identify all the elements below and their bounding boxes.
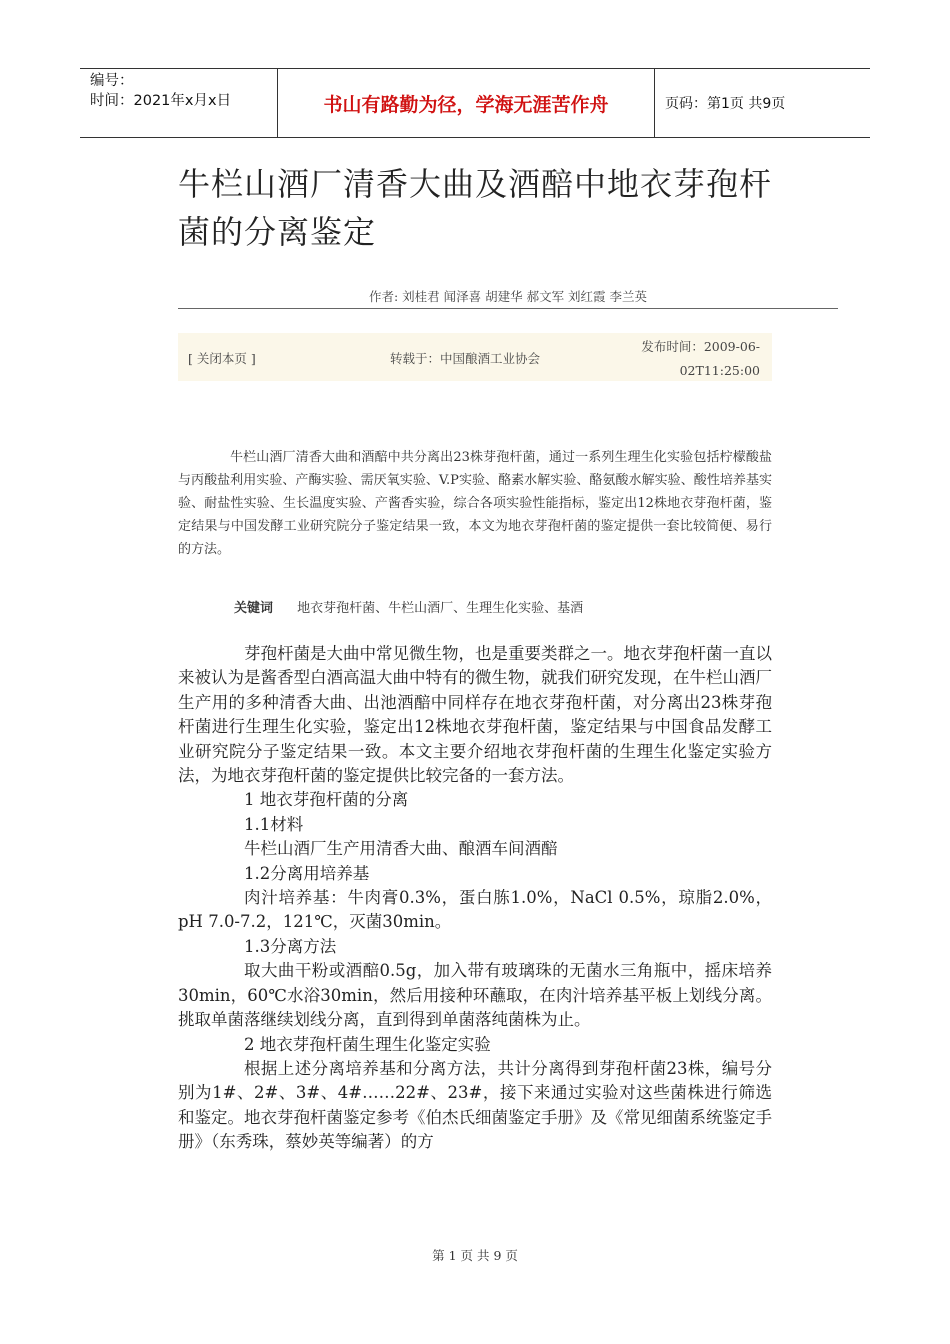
keywords-label: 关键词 [234,601,274,616]
article-title: 牛栏山酒厂清香大曲及酒醅中地衣芽孢杆菌的分离鉴定 [178,165,773,251]
page-footer: 第 1 页 共 9 页 [432,1248,518,1263]
publish-time-line2: 02T11:25:00 [679,363,760,378]
article-body [178,642,772,1155]
article-abstract: 牛栏山酒厂清香大曲和酒醅中共分离出23株芽孢杆菌，通过一系列生理生化实验包括柠檬酸盐与丙酸盐利用实验、产酶实验、需厌氧实验、V.P实验、酪素水解实验、酪氨酸水解实验、酸性培养基实验、耐盐性实验、生长温度实验、产酱香实验，综合各项实验性能指标，鉴定出12株地衣芽孢杆菌，鉴定结果与中国发酵工业研究院分子鉴定结果一致，本文为地衣芽孢杆菌的鉴定提供一套比较简便、易行的方法。 [178,450,772,557]
body-paragraph: 芽孢杆菌是大曲中常见微生物，也是重要类群之一。地衣芽孢杆菌一直以来被认为是酱香型白酒高温大曲中特有的微生物，就我们研究发现，在牛栏山酒厂生产用的多种清香大曲、出池酒醅中同样存在地衣芽孢杆菌，对分离出23株芽孢杆菌进行生理生化实验，鉴定出12株地衣芽孢杆菌，鉴定结果与中国食品发酵工业研究院分子鉴定结果一致。本文主要介绍地衣芽孢杆菌的生理生化鉴定实验方法，为地衣芽孢杆菌的鉴定提供比较完备的一套方法。 [178,644,772,786]
body-paragraph: 取大曲干粉或酒醅0.5g，加入带有玻璃珠的无菌水三角瓶中，摇床培养30min，60℃水浴30min，然后用接种环蘸取，在肉汁培养基平板上划线分离。挑取单菌落继续划线分离，直到得到单菌落纯菌株为止。 [178,961,772,1030]
article-source: 转载于：中国酿酒工业协会 [390,351,541,366]
section-heading: 2 地衣芽孢杆菌生理生化鉴定实验 [244,1034,491,1054]
subsection-heading: 1.2分离用培养基 [244,863,370,883]
article-authors: 作者: 刘桂君 闻泽喜 胡建华 郝文军 刘红霞 李兰英 [368,289,648,304]
header-meta [80,69,278,137]
keywords-line [234,597,583,616]
keywords-text: 地衣芽孢杆菌、牛栏山酒厂、生理生化实验、基酒 [297,601,584,616]
page-header [80,68,870,138]
document-date: 时间：2021年x月x日 [90,93,232,109]
publish-time-line1: 发布时间：2009-06- [641,339,760,354]
authors-divider [178,308,838,309]
section-heading: 1 地衣芽孢杆菌的分离 [244,790,409,810]
subsection-heading: 1.1材料 [244,814,304,834]
close-page-link[interactable]: [ 关闭本页 ] [188,351,256,366]
body-paragraph: 牛栏山酒厂生产用清香大曲、酿酒车间酒醅 [244,839,558,859]
document-number-label: 编号： [90,73,134,89]
header-page-number: 页码：第1页 共9页 [665,96,786,112]
subsection-heading: 1.3分离方法 [244,936,337,956]
article-info-bar [178,333,772,381]
body-paragraph: 根据上述分离培养基和分离方法，共计分离得到芽孢杆菌23株，编号分别为1#、2#、3#、4#……22#、23#，接下来通过实验对这些菌株进行筛选和鉴定。地衣芽孢杆菌鉴定参考《伯杰氏细菌鉴定手册》及《常见细菌系统鉴定手册》（东秀珠，蔡妙英等编著）的方 [178,1058,772,1152]
body-paragraph: 肉汁培养基：牛肉膏0.3%，蛋白胨1.0%，NaCl 0.5%，琼脂2.0%，pH 7.0-7.2，121℃，灭菌30min。 [178,888,772,932]
header-motto: 书山有路勤为径，学海无涯苦作舟 [278,69,655,137]
